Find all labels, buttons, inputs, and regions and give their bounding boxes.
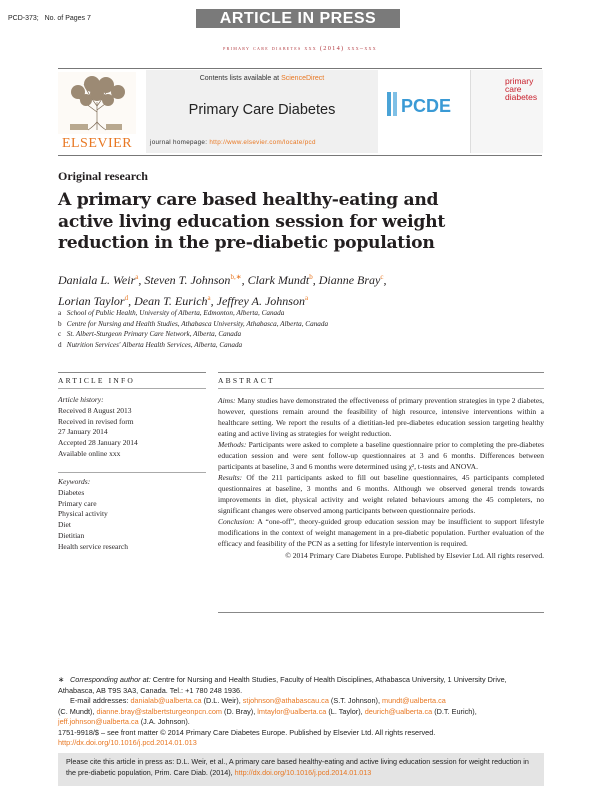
- abstract-aims: Aims: Many studies have demonstrated the effectiveness of primary prevention strategies in type 2 diabetes, however, questions remain around the feasibility of high resource, intensive interventions within a healthcare setting. We report the results of a dietitian-led pre-diabetes education session targeting healthy eating and active living as strategies for weight reduction.: [218, 396, 544, 438]
- sciencedirect-link[interactable]: ScienceDirect: [281, 75, 325, 82]
- author-name: Steven T. Johnson: [144, 273, 231, 287]
- article-type: Original research: [58, 169, 148, 183]
- affiliations: [58, 308, 518, 350]
- article-in-press-banner: ARTICLE IN PRESS: [196, 9, 400, 28]
- history-keywords-rule: [58, 472, 206, 473]
- abstract-conclusion: Conclusion: A “one-off”, theory-guided group education session may be insufficient to support lifestyle modifications in the context of weight management in a pre-diabetic population. Further evaluation of the efficacy and feasibility of the PCN as a setting for lifestyle intervention is required.: [218, 517, 544, 548]
- abstract-results: Results: Of the 211 participants asked to fill out baseline questionnaires, 45 participants completed questionnaires at baseline, 3 months and 6 months. Although we observed general trends towards improvements in diet, physical activity and weight related behaviours among the 45 completers, no significant changes were observed among participants between questionnaire periods.: [218, 473, 545, 515]
- email-link[interactable]: mundt@ualberta.ca: [382, 696, 446, 705]
- masthead-bottom-rule: [58, 155, 542, 156]
- journal-title: Primary Care Diabetes: [188, 102, 336, 118]
- journal-homepage-line: journal homepage: http://www.elsevier.com/locate/pcd: [150, 139, 316, 146]
- citation-text: Please cite this article in press as: D.L. Weir, et al., A primary care based healthy-eating and active living education session for weight reduction in the pre-diabetic population, Prim. Care Diab. (2014), http://dx.doi.org/10.1016/j.pcd.2014.01.013: [66, 757, 529, 777]
- abstract-copyright: © 2014 Primary Care Diabetes Europe. Published by Elsevier Ltd. All rights reserved.: [285, 551, 544, 560]
- article-title: A primary care based healthy-eating and active living education session for weight reduction in the pre-diabetic population: [58, 190, 445, 253]
- corresponding-author-note: ∗ Corresponding author at: Centre for Nursing and Health Studies, Faculty of Health Disciplines, Athabasca University, 1 University Drive, Athabasca, AB T9S 3A3, Canada. Tel.: +1 780 248 1936.: [58, 675, 507, 695]
- keyword: Health service research: [58, 541, 128, 551]
- footnotes: ∗ Corresponding author at: Centre for Nursing and Health Studies, Faculty of Health Disciplines, Athabasca University, 1 University Drive, Athabasca, AB T9S 3A3, Canada. Tel.: +1 780 248 1936. E-mail addresses: danialab@ualberta.ca (D.L. Weir), stjohnson@athabascau.ca (S.T. Johnson), mundt@ualberta.ca (C. Mundt), dianne.bray@stalbertsturgeonpcn.com (D. Bray), lmtaylor@ualberta.ca (L. Taylor), deurich@ualberta.ca (D.T. Eurich), jeff.johnson@ualberta.ca (J.A. Johnson). 1751-9918/$ – see front matter © 2014 Primary Care Diabetes Europe. Published by Elsevier Ltd. All rights reserved. http://dx.doi.org/10.1016/j.pcd.2014.01.013: [58, 675, 544, 749]
- abstract-heading: ABSTRACT: [218, 376, 275, 385]
- keyword: Primary care: [58, 498, 97, 508]
- email-addresses: E-mail addresses: danialab@ualberta.ca (D.L. Weir), stjohnson@athabascau.ca (S.T. Johnson), mundt@ualberta.ca: [70, 696, 446, 705]
- affiliation: c St. Albert-Sturgeon Primary Care Network, Alberta, Canada: [58, 330, 242, 338]
- article-info-top-rule: [58, 372, 206, 373]
- cover-title: primary care diabetes: [505, 76, 538, 102]
- pcde-logo-text: PCDE: [401, 96, 452, 116]
- abstract-methods: Methods: Participants were asked to complete a baseline questionnaire prior to completing the pre-diabetes education session and were sent follow-up questionnaires at 3 and 6 months. Differences between participants at baseline, 3 and 6 months were determined using χ², t-tests and ANOVA.: [218, 440, 544, 471]
- email-link[interactable]: dianne.bray@stalbertsturgeonpcn.com: [96, 706, 222, 716]
- article-info-heading: ARTICLE INFO: [58, 376, 135, 385]
- issn-line: 1751-9918/$ – see front matter © 2014 Primary Care Diabetes Europe. Published by Elsevier Ltd. All rights reserved.: [58, 727, 436, 737]
- manuscript-id: PCD-373; No. of Pages 7: [8, 15, 91, 22]
- email-link[interactable]: deurich@ualberta.ca: [364, 706, 433, 716]
- author-name: Jeffrey A. Johnson: [216, 294, 305, 308]
- article-history: Article history: Received 8 August 2013 Received in revised form 27 January 2014 Accepted 28 January 2014 Available online xxx: [58, 395, 138, 458]
- abstract-body: [218, 395, 544, 561]
- affiliation: d Nutrition Services' Alberta Health Services, Alberta, Canada: [58, 340, 243, 349]
- citation-doi-link[interactable]: http://dx.doi.org/10.1016/j.pcd.2014.01.013: [234, 767, 372, 777]
- keywords: Keywords: Diabetes Primary care Physical activity Diet Dietitian Health service research: [58, 477, 206, 553]
- affiliation: a School of Public Health, University of Alberta, Edmonton, Alberta, Canada: [58, 309, 285, 317]
- masthead-top-rule: [58, 68, 542, 69]
- abstract-rule: [218, 388, 544, 389]
- publisher-wordmark: ELSEVIER: [61, 136, 133, 151]
- author-name: Dean T. Eurich: [134, 294, 208, 308]
- contents-lists-line: Contents lists available at ScienceDirect: [199, 75, 325, 82]
- email-link[interactable]: jeff.johnson@ualberta.ca: [58, 717, 139, 726]
- doi-link[interactable]: http://dx.doi.org/10.1016/j.pcd.2014.01.013: [58, 738, 197, 747]
- author-name: Clark Mundt: [247, 273, 310, 287]
- affiliation: b Centre for Nursing and Health Studies, Athabasca University, Athabasca, Alberta, Canada: [58, 319, 329, 328]
- email-link[interactable]: stjohnson@athabascau.ca: [242, 696, 329, 705]
- keyword: Physical activity: [58, 509, 108, 519]
- email-link[interactable]: danialab@ualberta.ca: [130, 696, 202, 705]
- abstract-top-rule: [218, 372, 544, 373]
- author-line-2: Lorian Taylor$^d$, Dean T. Eurich$^a$, Jeffrey A. Johnson$^a$: [58, 294, 309, 308]
- email-link[interactable]: lmtaylor@ualberta.ca: [257, 706, 327, 716]
- keyword: Diet: [58, 520, 71, 530]
- abstract-bottom-rule: [218, 612, 544, 613]
- article-info-rule: [58, 388, 206, 389]
- journal-homepage-link[interactable]: http://www.elsevier.com/locate/pcd: [209, 139, 316, 146]
- keyword: Dietitian: [58, 530, 85, 540]
- author-name: Daniala L. Weir: [58, 273, 136, 287]
- running-head: primary care diabetes xxx (2014) xxx–xxx: [223, 45, 377, 52]
- author-line-1: Daniala L. Weir$^a$, Steven T. Johnson$^{b,∗}$, Clark Mundt$^b$, Dianne Bray$^c$,: [58, 273, 387, 287]
- pcde-society-logo-icon: [385, 88, 461, 120]
- keyword: Diabetes: [58, 487, 85, 497]
- author-name: Lorian Taylor: [58, 294, 125, 308]
- author-name: Dianne Bray: [318, 273, 381, 287]
- author-list: [58, 268, 528, 310]
